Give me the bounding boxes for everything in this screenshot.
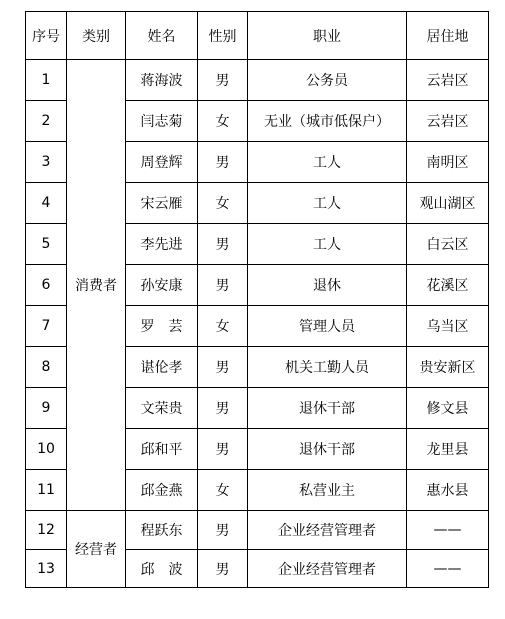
cell-category: 消费者 bbox=[67, 60, 126, 511]
cell-seq: 12 bbox=[26, 511, 67, 550]
cell-occupation: 退休干部 bbox=[248, 429, 407, 470]
cell-gender: 男 bbox=[198, 429, 248, 470]
cell-name: 李先进 bbox=[126, 224, 198, 265]
table-row bbox=[26, 60, 489, 101]
cell-gender: 女 bbox=[198, 306, 248, 347]
cell-residence: 花溪区 bbox=[407, 265, 489, 306]
header-gender: 性别 bbox=[198, 12, 248, 60]
cell-name: 邱金燕 bbox=[126, 470, 198, 511]
cell-seq: 3 bbox=[26, 142, 67, 183]
cell-gender: 男 bbox=[198, 265, 248, 306]
cell-gender: 男 bbox=[198, 550, 248, 588]
cell-seq: 9 bbox=[26, 388, 67, 429]
cell-residence: 云岩区 bbox=[407, 60, 489, 101]
header-residence: 居住地 bbox=[407, 12, 489, 60]
roster-body bbox=[26, 60, 489, 588]
cell-gender: 女 bbox=[198, 101, 248, 142]
cell-occupation: 工人 bbox=[248, 142, 407, 183]
cell-residence: 惠水县 bbox=[407, 470, 489, 511]
cell-residence: 修文县 bbox=[407, 388, 489, 429]
cell-seq: 8 bbox=[26, 347, 67, 388]
cell-name: 谌伦孝 bbox=[126, 347, 198, 388]
cell-gender: 女 bbox=[198, 470, 248, 511]
cell-name: 孙安康 bbox=[126, 265, 198, 306]
header-occupation: 职业 bbox=[248, 12, 407, 60]
cell-occupation: 企业经营管理者 bbox=[248, 511, 407, 550]
cell-name: 程跃东 bbox=[126, 511, 198, 550]
header-name: 姓名 bbox=[126, 12, 198, 60]
cell-seq: 5 bbox=[26, 224, 67, 265]
cell-name: 邱 波 bbox=[126, 550, 198, 588]
cell-occupation: 工人 bbox=[248, 183, 407, 224]
cell-gender: 男 bbox=[198, 511, 248, 550]
cell-seq: 13 bbox=[26, 550, 67, 588]
cell-seq: 7 bbox=[26, 306, 67, 347]
header-seq: 序号 bbox=[26, 12, 67, 60]
cell-occupation: 工人 bbox=[248, 224, 407, 265]
cell-category: 经营者 bbox=[67, 511, 126, 588]
cell-name: 周登辉 bbox=[126, 142, 198, 183]
header-category: 类别 bbox=[67, 12, 126, 60]
cell-occupation: 机关工勤人员 bbox=[248, 347, 407, 388]
cell-seq: 10 bbox=[26, 429, 67, 470]
cell-residence: —— bbox=[407, 511, 489, 550]
cell-seq: 11 bbox=[26, 470, 67, 511]
cell-residence: 贵安新区 bbox=[407, 347, 489, 388]
cell-residence: 乌当区 bbox=[407, 306, 489, 347]
cell-occupation: 公务员 bbox=[248, 60, 407, 101]
cell-name: 罗 芸 bbox=[126, 306, 198, 347]
cell-residence: 观山湖区 bbox=[407, 183, 489, 224]
cell-gender: 男 bbox=[198, 142, 248, 183]
cell-gender: 男 bbox=[198, 60, 248, 101]
cell-occupation: 企业经营管理者 bbox=[248, 550, 407, 588]
cell-gender: 男 bbox=[198, 347, 248, 388]
header-row bbox=[26, 12, 489, 60]
cell-gender: 男 bbox=[198, 224, 248, 265]
cell-name: 宋云雁 bbox=[126, 183, 198, 224]
cell-seq: 2 bbox=[26, 101, 67, 142]
cell-occupation: 无业（城市低保户） bbox=[248, 101, 407, 142]
cell-residence: 白云区 bbox=[407, 224, 489, 265]
cell-name: 文荣贵 bbox=[126, 388, 198, 429]
cell-seq: 1 bbox=[26, 60, 67, 101]
cell-occupation: 退休干部 bbox=[248, 388, 407, 429]
cell-residence: —— bbox=[407, 550, 489, 588]
roster-table bbox=[25, 11, 489, 588]
cell-residence: 龙里县 bbox=[407, 429, 489, 470]
cell-gender: 女 bbox=[198, 183, 248, 224]
cell-name: 闫志菊 bbox=[126, 101, 198, 142]
cell-occupation: 私营业主 bbox=[248, 470, 407, 511]
cell-gender: 男 bbox=[198, 388, 248, 429]
cell-seq: 4 bbox=[26, 183, 67, 224]
cell-residence: 云岩区 bbox=[407, 101, 489, 142]
cell-occupation: 管理人员 bbox=[248, 306, 407, 347]
cell-residence: 南明区 bbox=[407, 142, 489, 183]
cell-name: 蒋海波 bbox=[126, 60, 198, 101]
cell-occupation: 退休 bbox=[248, 265, 407, 306]
cell-seq: 6 bbox=[26, 265, 67, 306]
table-row bbox=[26, 511, 489, 550]
cell-name: 邱和平 bbox=[126, 429, 198, 470]
